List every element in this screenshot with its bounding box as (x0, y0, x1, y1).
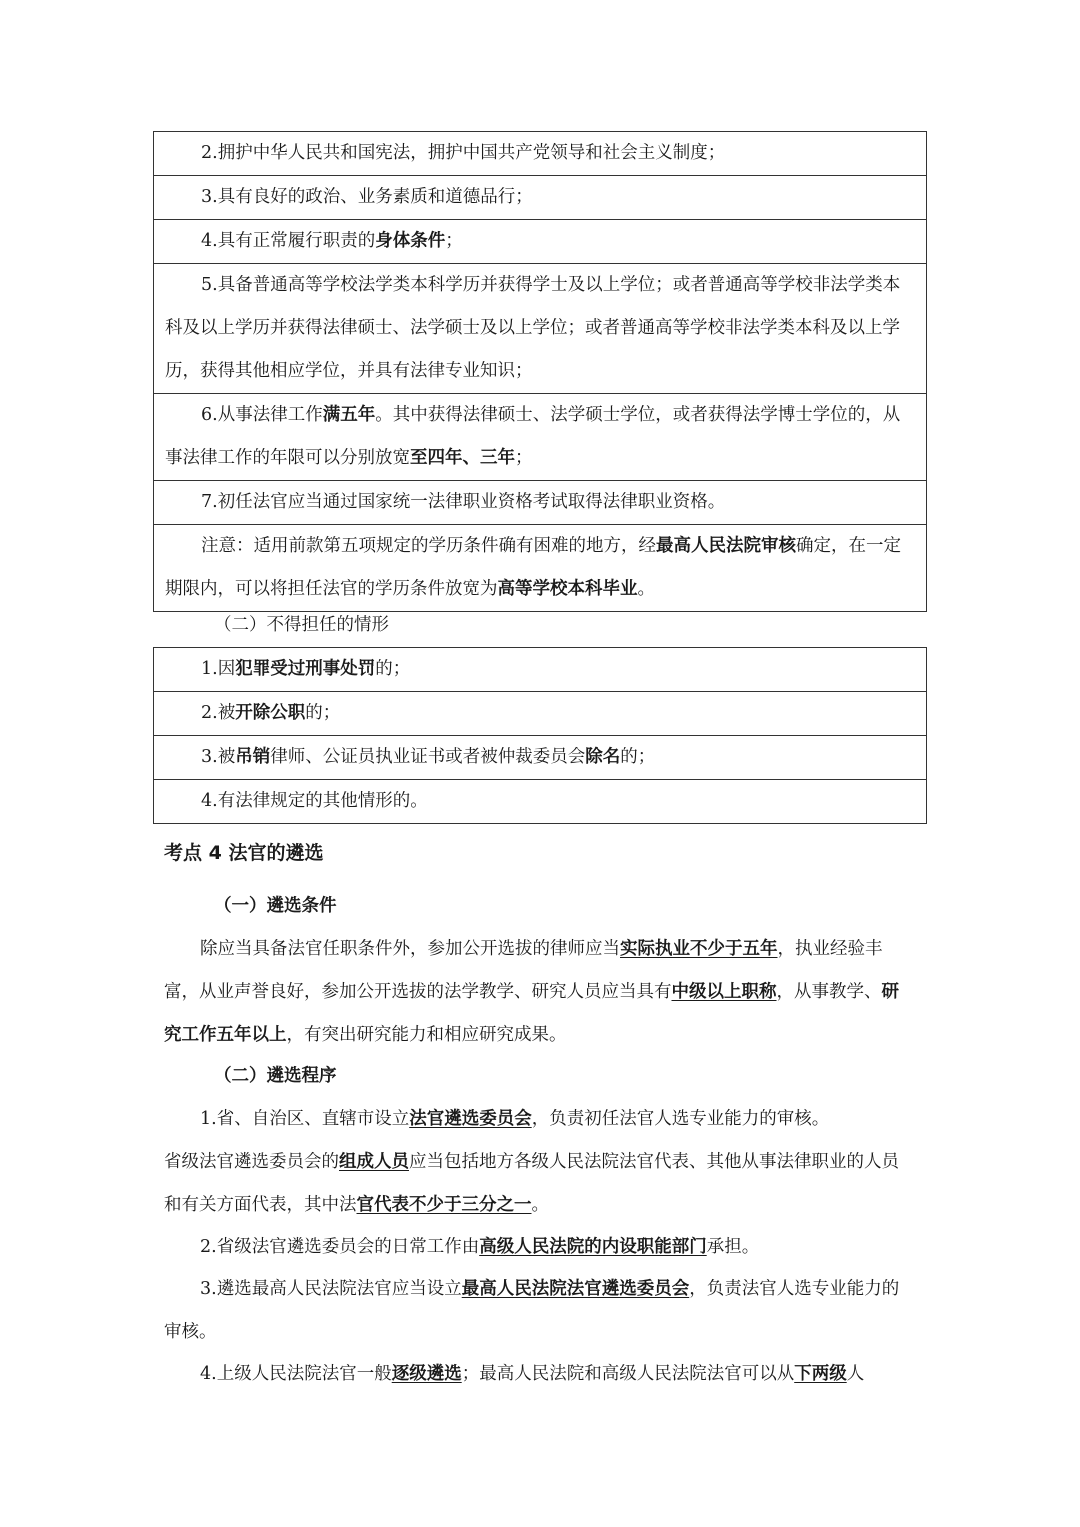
paragraph: 除应当具备法官任职条件外，参加公开选拔的律师应当实际执业不少于五年，执业经验丰富，从业声誉良好，参加公开选拔的法学教学、研究人员应当具有中级以上职称，从事教学、研究工作五年以上，有突出研究能力和相应研究成果。 (164, 939, 899, 1045)
section-heading: 考点 4 法官的遴选 (164, 842, 324, 864)
table-cell: 1.因犯罪受过刑事处罚的； (154, 648, 927, 692)
disqualification-table (153, 647, 927, 824)
table-row (154, 780, 927, 824)
table-cell: 5.具备普通高等学校法学类本科学历并获得学士及以上学位；或者普通高等学校非法学类本科及以上学历并获得法律硕士、法学硕士及以上学位；或者普通高等学校非法学类本科及以上学历，获得其他相应学位，并具有法律专业知识； (154, 264, 927, 394)
table-cell: 4.有法律规定的其他情形的。 (154, 780, 927, 824)
table-cell: 7.初任法官应当通过国家统一法律职业资格考试取得法律职业资格。 (154, 481, 927, 525)
subsection-heading: （二）遴选程序 (214, 1066, 337, 1086)
table-cell: 3.具有良好的政治、业务素质和道德品行； (154, 176, 927, 220)
table-cell: 4.具有正常履行职责的身体条件； (154, 220, 927, 264)
paragraph: 2.省级法官遴选委员会的日常工作由高级人民法院的内设职能部门承担。 (200, 1237, 760, 1257)
table-cell: 注意：适用前款第五项规定的学历条件确有困难的地方，经最高人民法院审核确定，在一定期限内，可以将担任法官的学历条件放宽为高等学校本科毕业。 (154, 525, 927, 612)
paragraph: 1.省、自治区、直辖市设立法官遴选委员会，负责初任法官人选专业能力的审核。 (200, 1109, 830, 1129)
qualification-table (153, 131, 927, 612)
table-cell: 2.被开除公职的； (154, 692, 927, 736)
paragraph: 4.上级人民法院法官一般逐级遴选；最高人民法院和高级人民法院法官可以从下两级人 (200, 1364, 865, 1384)
table-row (154, 525, 927, 612)
table-row (154, 648, 927, 692)
table-cell: 2.拥护中华人民共和国宪法，拥护中国共产党领导和社会主义制度； (154, 132, 927, 176)
subsection-heading: （一）遴选条件 (214, 896, 337, 916)
table-row (154, 736, 927, 780)
table-row (154, 176, 927, 220)
table-row (154, 692, 927, 736)
table-row (154, 481, 927, 525)
table-row (154, 220, 927, 264)
table-row (154, 394, 927, 481)
table-row (154, 132, 927, 176)
table-cell: 6.从事法律工作满五年。其中获得法律硕士、法学硕士学位，或者获得法学博士学位的，从事法律工作的年限可以分别放宽至四年、三年； (154, 394, 927, 481)
section-subtitle: （二）不得担任的情形 (214, 615, 389, 635)
table-cell: 3.被吊销律师、公证员执业证书或者被仲裁委员会除名的； (154, 736, 927, 780)
paragraph: 省级法官遴选委员会的组成人员应当包括地方各级人民法院法官代表、其他从事法律职业的人员和有关方面代表，其中法官代表不少于三分之一。 (164, 1152, 899, 1215)
table-row (154, 264, 927, 394)
paragraph: 3.遴选最高人民法院法官应当设立最高人民法院法官遴选委员会，负责法官人选专业能力的审核。 (164, 1279, 900, 1342)
